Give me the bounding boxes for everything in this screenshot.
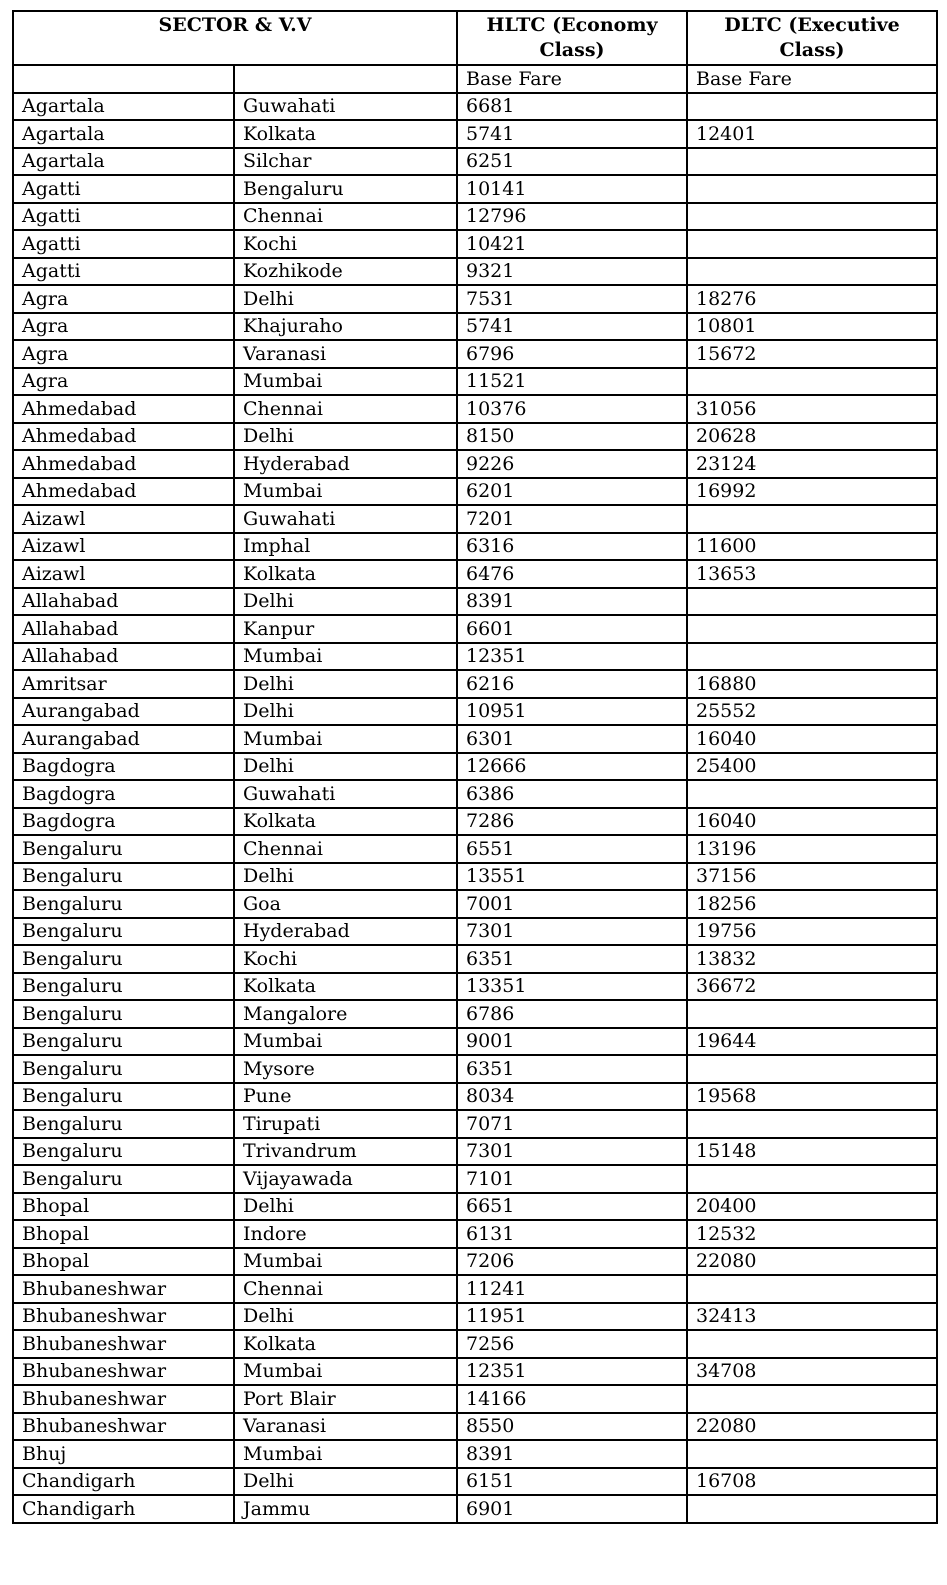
cell-to-city: Mumbai	[234, 725, 457, 753]
cell-dltc-fare: 15148	[687, 1138, 937, 1166]
cell-from-city: Agatti	[13, 258, 234, 286]
cell-hltc-fare: 8034	[457, 1083, 687, 1111]
table-row	[13, 1330, 937, 1358]
cell-from-city: Aizawl	[13, 533, 234, 561]
cell-hltc-fare: 6201	[457, 478, 687, 506]
table-row	[13, 1138, 937, 1166]
table-row	[13, 615, 937, 643]
cell-from-city: Bagdogra	[13, 753, 234, 781]
cell-dltc-fare	[687, 1495, 937, 1523]
table-row	[13, 1055, 937, 1083]
cell-hltc-fare: 6476	[457, 560, 687, 588]
table-row	[13, 1028, 937, 1056]
cell-from-city: Agartala	[13, 120, 234, 148]
cell-to-city: Jammu	[234, 1495, 457, 1523]
table-row	[13, 368, 937, 396]
cell-from-city: Bhubaneshwar	[13, 1358, 234, 1386]
cell-hltc-fare: 11521	[457, 368, 687, 396]
table-row	[13, 1468, 937, 1496]
cell-hltc-fare: 7001	[457, 890, 687, 918]
cell-to-city: Delhi	[234, 1303, 457, 1331]
subheader-from	[13, 65, 234, 93]
cell-hltc-fare: 10376	[457, 395, 687, 423]
table-row	[13, 1248, 937, 1276]
cell-from-city: Bhubaneshwar	[13, 1330, 234, 1358]
table-row	[13, 1275, 937, 1303]
cell-hltc-fare: 8150	[457, 423, 687, 451]
cell-to-city: Varanasi	[234, 1413, 457, 1441]
table-row	[13, 148, 937, 176]
cell-hltc-fare: 9226	[457, 450, 687, 478]
cell-dltc-fare: 20400	[687, 1193, 937, 1221]
cell-to-city: Port Blair	[234, 1385, 457, 1413]
cell-to-city: Kolkata	[234, 120, 457, 148]
table-row	[13, 1220, 937, 1248]
cell-from-city: Bhopal	[13, 1220, 234, 1248]
cell-hltc-fare: 13351	[457, 973, 687, 1001]
cell-from-city: Bengaluru	[13, 1000, 234, 1028]
cell-to-city: Mumbai	[234, 1358, 457, 1386]
cell-hltc-fare: 6601	[457, 615, 687, 643]
cell-from-city: Aizawl	[13, 505, 234, 533]
cell-to-city: Guwahati	[234, 780, 457, 808]
cell-dltc-fare: 22080	[687, 1248, 937, 1276]
cell-hltc-fare: 6796	[457, 340, 687, 368]
cell-from-city: Agatti	[13, 203, 234, 231]
cell-from-city: Allahabad	[13, 643, 234, 671]
cell-dltc-fare: 16040	[687, 725, 937, 753]
cell-to-city: Mumbai	[234, 478, 457, 506]
cell-hltc-fare: 8391	[457, 588, 687, 616]
cell-from-city: Agatti	[13, 230, 234, 258]
cell-dltc-fare: 36672	[687, 973, 937, 1001]
cell-to-city: Delhi	[234, 1193, 457, 1221]
cell-to-city: Delhi	[234, 1468, 457, 1496]
cell-from-city: Agartala	[13, 148, 234, 176]
cell-dltc-fare	[687, 93, 937, 121]
cell-to-city: Delhi	[234, 423, 457, 451]
cell-hltc-fare: 6301	[457, 725, 687, 753]
cell-dltc-fare: 19756	[687, 918, 937, 946]
cell-hltc-fare: 6386	[457, 780, 687, 808]
cell-dltc-fare	[687, 230, 937, 258]
cell-hltc-fare: 10421	[457, 230, 687, 258]
cell-hltc-fare: 13551	[457, 863, 687, 891]
cell-from-city: Agra	[13, 340, 234, 368]
cell-dltc-fare: 18276	[687, 285, 937, 313]
cell-dltc-fare: 32413	[687, 1303, 937, 1331]
subheader-to	[234, 65, 457, 93]
cell-from-city: Agartala	[13, 93, 234, 121]
cell-hltc-fare: 6216	[457, 670, 687, 698]
fare-table-body	[13, 93, 937, 1523]
cell-from-city: Agatti	[13, 175, 234, 203]
table-row	[13, 450, 937, 478]
cell-hltc-fare: 12351	[457, 1358, 687, 1386]
cell-from-city: Allahabad	[13, 615, 234, 643]
cell-to-city: Kozhikode	[234, 258, 457, 286]
table-row	[13, 753, 937, 781]
cell-hltc-fare: 6251	[457, 148, 687, 176]
cell-from-city: Bengaluru	[13, 1138, 234, 1166]
table-row	[13, 1193, 937, 1221]
cell-from-city: Bagdogra	[13, 780, 234, 808]
cell-hltc-fare: 5741	[457, 120, 687, 148]
header-row	[13, 11, 937, 65]
cell-hltc-fare: 6651	[457, 1193, 687, 1221]
table-row	[13, 1358, 937, 1386]
table-row	[13, 175, 937, 203]
cell-dltc-fare: 34708	[687, 1358, 937, 1386]
cell-from-city: Bengaluru	[13, 945, 234, 973]
cell-dltc-fare	[687, 588, 937, 616]
cell-dltc-fare: 22080	[687, 1413, 937, 1441]
cell-hltc-fare: 7286	[457, 808, 687, 836]
cell-to-city: Mumbai	[234, 1248, 457, 1276]
cell-hltc-fare: 6131	[457, 1220, 687, 1248]
table-row	[13, 1000, 937, 1028]
table-row	[13, 258, 937, 286]
cell-to-city: Hyderabad	[234, 918, 457, 946]
table-row	[13, 560, 937, 588]
cell-from-city: Bhopal	[13, 1193, 234, 1221]
cell-hltc-fare: 7201	[457, 505, 687, 533]
cell-to-city: Khajuraho	[234, 313, 457, 341]
cell-dltc-fare	[687, 1330, 937, 1358]
cell-dltc-fare: 20628	[687, 423, 937, 451]
cell-dltc-fare	[687, 203, 937, 231]
header-hltc: HLTC (Economy Class)	[457, 11, 687, 65]
cell-from-city: Bengaluru	[13, 973, 234, 1001]
cell-dltc-fare: 19568	[687, 1083, 937, 1111]
table-row	[13, 890, 937, 918]
cell-hltc-fare: 9001	[457, 1028, 687, 1056]
cell-to-city: Mumbai	[234, 1028, 457, 1056]
cell-hltc-fare: 7206	[457, 1248, 687, 1276]
table-row	[13, 588, 937, 616]
cell-from-city: Bhubaneshwar	[13, 1385, 234, 1413]
cell-from-city: Aurangabad	[13, 698, 234, 726]
subheader-dltc: Base Fare	[687, 65, 937, 93]
cell-dltc-fare: 13196	[687, 835, 937, 863]
cell-from-city: Amritsar	[13, 670, 234, 698]
cell-from-city: Chandigarh	[13, 1468, 234, 1496]
cell-hltc-fare: 6316	[457, 533, 687, 561]
cell-from-city: Bagdogra	[13, 808, 234, 836]
cell-from-city: Agra	[13, 313, 234, 341]
cell-dltc-fare: 18256	[687, 890, 937, 918]
cell-from-city: Bhubaneshwar	[13, 1275, 234, 1303]
cell-from-city: Bengaluru	[13, 1165, 234, 1193]
cell-dltc-fare: 31056	[687, 395, 937, 423]
cell-hltc-fare: 7301	[457, 1138, 687, 1166]
table-row	[13, 203, 937, 231]
table-row	[13, 835, 937, 863]
table-row	[13, 340, 937, 368]
table-row	[13, 973, 937, 1001]
cell-hltc-fare: 10141	[457, 175, 687, 203]
cell-dltc-fare	[687, 1055, 937, 1083]
cell-hltc-fare: 11951	[457, 1303, 687, 1331]
cell-dltc-fare	[687, 1165, 937, 1193]
cell-from-city: Bhuj	[13, 1440, 234, 1468]
cell-to-city: Delhi	[234, 753, 457, 781]
cell-dltc-fare	[687, 148, 937, 176]
table-row	[13, 1110, 937, 1138]
cell-to-city: Chennai	[234, 835, 457, 863]
table-row	[13, 1413, 937, 1441]
cell-dltc-fare	[687, 780, 937, 808]
table-row	[13, 698, 937, 726]
cell-dltc-fare: 37156	[687, 863, 937, 891]
cell-from-city: Bengaluru	[13, 890, 234, 918]
cell-hltc-fare: 9321	[457, 258, 687, 286]
cell-to-city: Delhi	[234, 588, 457, 616]
cell-hltc-fare: 6351	[457, 1055, 687, 1083]
table-row	[13, 918, 937, 946]
cell-to-city: Tirupati	[234, 1110, 457, 1138]
cell-dltc-fare	[687, 175, 937, 203]
cell-to-city: Mangalore	[234, 1000, 457, 1028]
cell-hltc-fare: 6786	[457, 1000, 687, 1028]
table-row	[13, 93, 937, 121]
cell-to-city: Delhi	[234, 698, 457, 726]
header-sector: SECTOR & V.V	[13, 11, 457, 65]
cell-to-city: Silchar	[234, 148, 457, 176]
table-row	[13, 1495, 937, 1523]
header-dltc: DLTC (Executive Class)	[687, 11, 937, 65]
table-row	[13, 670, 937, 698]
table-row	[13, 478, 937, 506]
cell-to-city: Vijayawada	[234, 1165, 457, 1193]
cell-hltc-fare: 6681	[457, 93, 687, 121]
subheader-row	[13, 65, 937, 93]
cell-to-city: Indore	[234, 1220, 457, 1248]
cell-from-city: Bengaluru	[13, 918, 234, 946]
cell-dltc-fare	[687, 1000, 937, 1028]
cell-dltc-fare	[687, 1110, 937, 1138]
subheader-hltc: Base Fare	[457, 65, 687, 93]
cell-to-city: Kolkata	[234, 808, 457, 836]
cell-hltc-fare: 5741	[457, 313, 687, 341]
table-row	[13, 1385, 937, 1413]
cell-hltc-fare: 7301	[457, 918, 687, 946]
cell-dltc-fare	[687, 615, 937, 643]
cell-hltc-fare: 7256	[457, 1330, 687, 1358]
cell-dltc-fare	[687, 1275, 937, 1303]
cell-dltc-fare	[687, 258, 937, 286]
cell-to-city: Bengaluru	[234, 175, 457, 203]
table-row	[13, 423, 937, 451]
table-row	[13, 780, 937, 808]
cell-hltc-fare: 12351	[457, 643, 687, 671]
cell-hltc-fare: 8391	[457, 1440, 687, 1468]
table-row	[13, 230, 937, 258]
cell-to-city: Mumbai	[234, 643, 457, 671]
cell-dltc-fare: 12401	[687, 120, 937, 148]
cell-to-city: Chennai	[234, 1275, 457, 1303]
cell-dltc-fare: 16880	[687, 670, 937, 698]
cell-dltc-fare	[687, 368, 937, 396]
cell-dltc-fare: 13653	[687, 560, 937, 588]
table-row	[13, 808, 937, 836]
cell-to-city: Pune	[234, 1083, 457, 1111]
cell-to-city: Kochi	[234, 230, 457, 258]
cell-hltc-fare: 6351	[457, 945, 687, 973]
table-row	[13, 643, 937, 671]
cell-dltc-fare: 23124	[687, 450, 937, 478]
cell-to-city: Trivandrum	[234, 1138, 457, 1166]
cell-from-city: Bengaluru	[13, 835, 234, 863]
cell-hltc-fare: 8550	[457, 1413, 687, 1441]
table-row	[13, 1440, 937, 1468]
cell-from-city: Aurangabad	[13, 725, 234, 753]
cell-from-city: Chandigarh	[13, 1495, 234, 1523]
cell-dltc-fare: 12532	[687, 1220, 937, 1248]
cell-from-city: Bengaluru	[13, 863, 234, 891]
cell-from-city: Agra	[13, 368, 234, 396]
table-row	[13, 1083, 937, 1111]
cell-to-city: Kanpur	[234, 615, 457, 643]
cell-from-city: Ahmedabad	[13, 450, 234, 478]
cell-dltc-fare: 13832	[687, 945, 937, 973]
cell-dltc-fare: 16708	[687, 1468, 937, 1496]
table-row	[13, 1303, 937, 1331]
cell-from-city: Ahmedabad	[13, 395, 234, 423]
table-row	[13, 395, 937, 423]
cell-hltc-fare: 7531	[457, 285, 687, 313]
cell-to-city: Guwahati	[234, 505, 457, 533]
table-row	[13, 285, 937, 313]
cell-from-city: Aizawl	[13, 560, 234, 588]
cell-to-city: Kolkata	[234, 973, 457, 1001]
cell-to-city: Delhi	[234, 285, 457, 313]
cell-dltc-fare: 16992	[687, 478, 937, 506]
cell-to-city: Kolkata	[234, 1330, 457, 1358]
cell-dltc-fare: 15672	[687, 340, 937, 368]
cell-hltc-fare: 12796	[457, 203, 687, 231]
cell-dltc-fare	[687, 505, 937, 533]
cell-hltc-fare: 6551	[457, 835, 687, 863]
cell-dltc-fare: 25552	[687, 698, 937, 726]
cell-to-city: Varanasi	[234, 340, 457, 368]
table-row	[13, 863, 937, 891]
cell-hltc-fare: 6901	[457, 1495, 687, 1523]
cell-to-city: Mumbai	[234, 368, 457, 396]
cell-to-city: Chennai	[234, 395, 457, 423]
cell-to-city: Delhi	[234, 863, 457, 891]
cell-from-city: Bengaluru	[13, 1055, 234, 1083]
cell-from-city: Bengaluru	[13, 1110, 234, 1138]
table-row	[13, 1165, 937, 1193]
cell-to-city: Mysore	[234, 1055, 457, 1083]
cell-hltc-fare: 11241	[457, 1275, 687, 1303]
cell-from-city: Bhubaneshwar	[13, 1303, 234, 1331]
cell-hltc-fare: 6151	[457, 1468, 687, 1496]
cell-dltc-fare	[687, 1385, 937, 1413]
cell-from-city: Allahabad	[13, 588, 234, 616]
table-row	[13, 725, 937, 753]
cell-to-city: Kolkata	[234, 560, 457, 588]
cell-dltc-fare	[687, 643, 937, 671]
table-row	[13, 505, 937, 533]
cell-to-city: Hyderabad	[234, 450, 457, 478]
cell-from-city: Agra	[13, 285, 234, 313]
cell-to-city: Delhi	[234, 670, 457, 698]
cell-to-city: Kochi	[234, 945, 457, 973]
cell-to-city: Guwahati	[234, 93, 457, 121]
table-row	[13, 120, 937, 148]
cell-from-city: Ahmedabad	[13, 478, 234, 506]
table-row	[13, 533, 937, 561]
cell-dltc-fare: 25400	[687, 753, 937, 781]
cell-from-city: Bengaluru	[13, 1083, 234, 1111]
cell-from-city: Bengaluru	[13, 1028, 234, 1056]
cell-dltc-fare	[687, 1440, 937, 1468]
cell-to-city: Imphal	[234, 533, 457, 561]
cell-to-city: Goa	[234, 890, 457, 918]
table-row	[13, 945, 937, 973]
cell-dltc-fare: 11600	[687, 533, 937, 561]
cell-from-city: Ahmedabad	[13, 423, 234, 451]
fare-table	[12, 10, 938, 1524]
cell-from-city: Bhopal	[13, 1248, 234, 1276]
cell-from-city: Bhubaneshwar	[13, 1413, 234, 1441]
cell-to-city: Chennai	[234, 203, 457, 231]
cell-hltc-fare: 7101	[457, 1165, 687, 1193]
cell-hltc-fare: 12666	[457, 753, 687, 781]
cell-hltc-fare: 7071	[457, 1110, 687, 1138]
cell-dltc-fare: 16040	[687, 808, 937, 836]
cell-hltc-fare: 14166	[457, 1385, 687, 1413]
cell-hltc-fare: 10951	[457, 698, 687, 726]
cell-to-city: Mumbai	[234, 1440, 457, 1468]
cell-dltc-fare: 10801	[687, 313, 937, 341]
cell-dltc-fare: 19644	[687, 1028, 937, 1056]
table-row	[13, 313, 937, 341]
